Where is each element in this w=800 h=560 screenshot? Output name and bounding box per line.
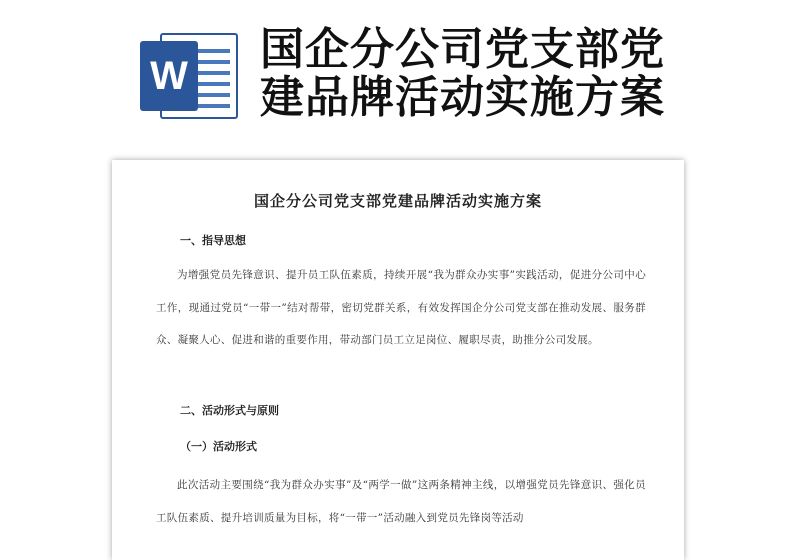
banner-title-line1: 国企分公司党支部党	[260, 24, 665, 75]
word-document-icon	[140, 33, 238, 119]
subsection1-heading: （一）活动形式	[180, 440, 257, 453]
subsection1-paragraph: 此次活动主要围绕“我为群众办实事”及“两学一做”这两条精神主线，以增强党员先锋意识、强化员工队伍素质、提升培训质量为目标，将“一带一”活动融入到党员先锋岗等活动	[156, 479, 646, 524]
word-badge: W	[140, 41, 198, 111]
section1-heading: 一、指导思想	[180, 234, 246, 247]
section1-paragraph: 为增强党员先锋意识、提升员工队伍素质，持续开展“我为群众办实事”实践活动，促进分公司中心工作，现通过党员“一带一”结对帮带，密切党群关系，有效发挥国企分公司党支部在推动发展、服务群众、凝聚人心、促进和谐的重要作用，带动部门员工立足岗位、履职尽责，助推分公司发展。	[156, 269, 646, 346]
document-title: 国企分公司党支部党建品牌活动实施方案	[253, 192, 542, 210]
header-banner	[0, 0, 800, 150]
section2-heading: 二、活动形式与原则	[180, 404, 279, 417]
banner-title-line2: 建品牌活动实施方案	[260, 72, 665, 123]
banner-title	[260, 26, 700, 122]
document-page	[112, 160, 684, 560]
